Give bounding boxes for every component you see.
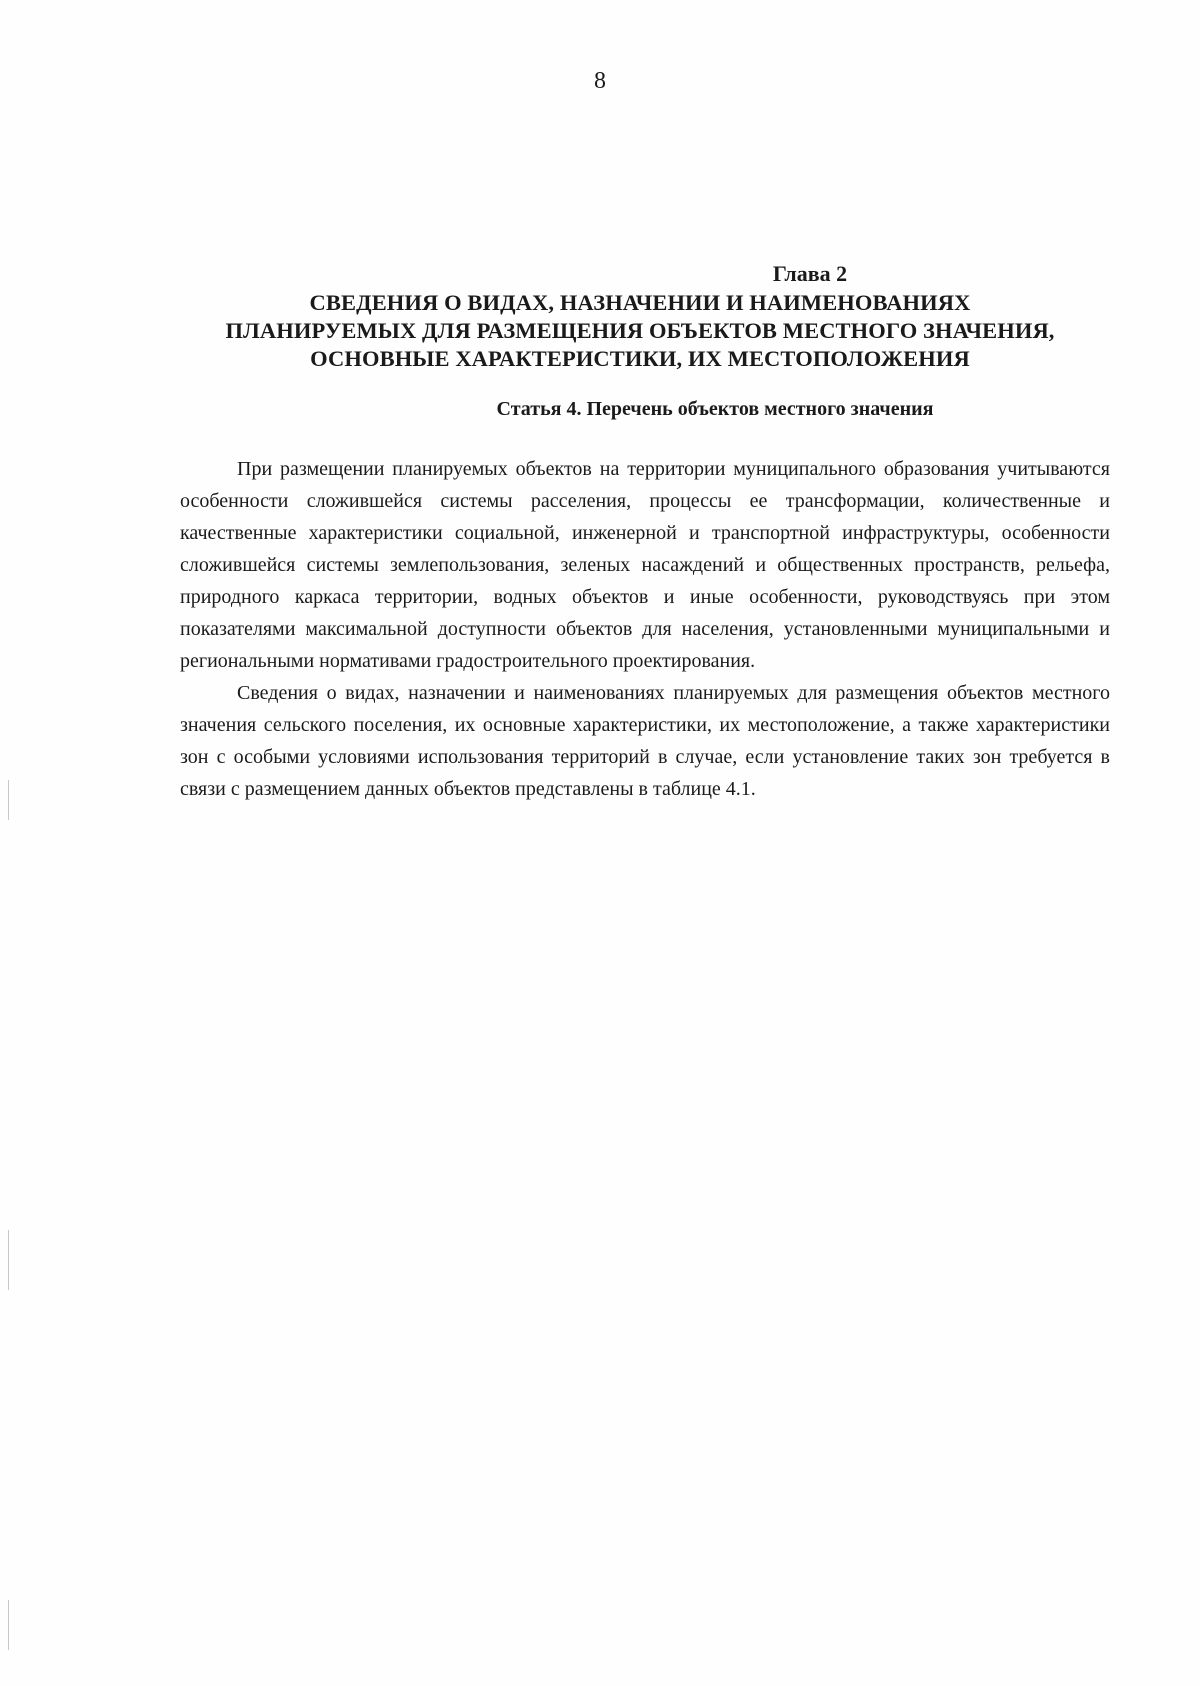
article-heading: Статья 4. Перечень объектов местного значения — [496, 398, 934, 420]
chapter-title-line-1: СВЕДЕНИЯ О ВИДАХ, НАЗНАЧЕНИИ И НАИМЕНОВАНИЯХ — [309, 290, 971, 315]
page-number: 8 — [594, 68, 606, 94]
chapter-title-line-2: ПЛАНИРУЕМЫХ ДЛЯ РАЗМЕЩЕНИЯ ОБЪЕКТОВ МЕСТНОГО ЗНАЧЕНИЯ, — [225, 318, 1055, 343]
scan-artifact — [8, 1230, 9, 1290]
chapter-heading — [180, 259, 1100, 373]
article-body — [180, 453, 1110, 805]
paragraph-2: Сведения о видах, назначении и наименованиях планируемых для размещения объектов местного значения сельского поселения, их основные характеристики, их местоположение, а также характеристики зон с особыми условиями использования территорий в случае, если установление таких зон требуется в связи с размещением данных объектов представлены в таблице 4.1. — [180, 682, 1110, 800]
chapter-title-line-3: ОСНОВНЫЕ ХАРАКТЕРИСТИКИ, ИХ МЕСТОПОЛОЖЕНИЯ — [310, 346, 970, 371]
scan-artifact — [8, 780, 9, 820]
chapter-number: Глава 2 — [772, 261, 848, 286]
paragraph-1: При размещении планируемых объектов на территории муниципального образования учитываются особенности сложившейся системы расселения, процессы ее трансформации, количественные и качественные характеристики социальной, инженерной и транспортной инфраструктуры, особенности сложившейся системы землепользования, зеленых насаждений и общественных пространств, рельефа, природного каркаса территории, водных объектов и иные особенности, руководствуясь при этом показателями максимальной доступности объектов для населения, установленными муниципальными и региональными нормативами градостроительного проектирования. — [180, 458, 1110, 672]
scan-artifact — [8, 1600, 9, 1650]
